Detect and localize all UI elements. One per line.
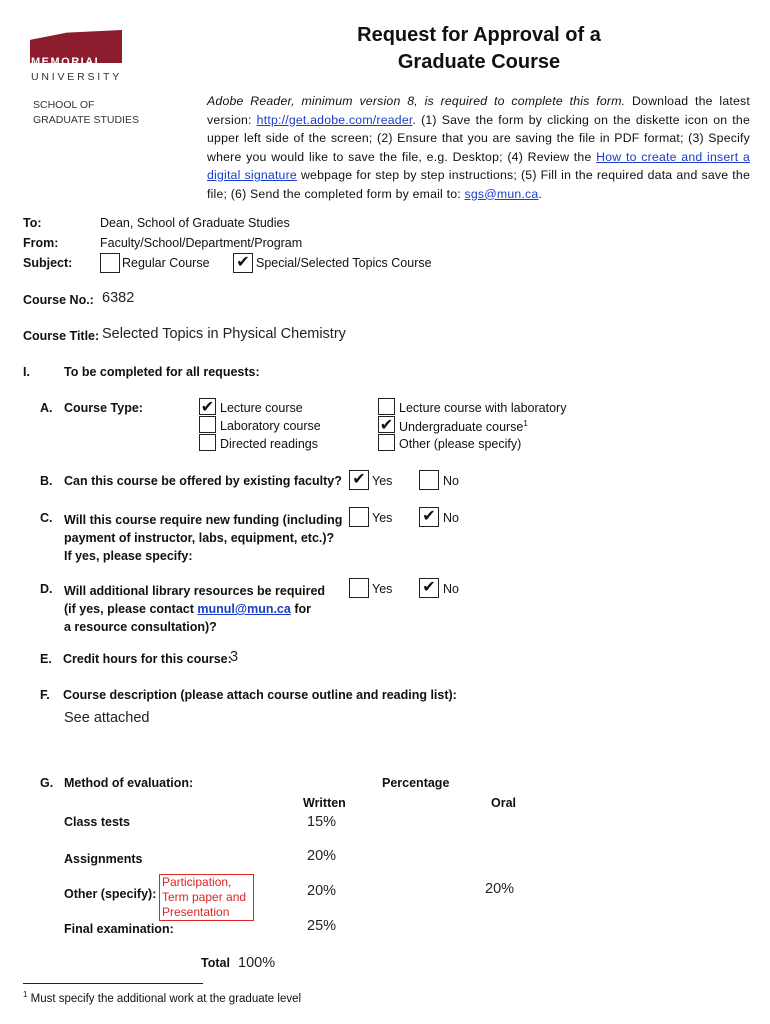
section-heading: To be completed for all requests: xyxy=(64,365,260,379)
course-type-label: Course Type: xyxy=(64,401,143,415)
question-d-no-checkbox[interactable]: ✔ xyxy=(419,578,439,598)
course-description-field[interactable]: See attached xyxy=(64,710,150,726)
class-tests-written-field[interactable]: 15% xyxy=(307,814,337,830)
question-e-letter: E. xyxy=(40,652,52,666)
instructions-italic: Adobe Reader, minimum version 8, is required to complete this form. xyxy=(207,94,626,108)
special-topics-label: Special/Selected Topics Course xyxy=(256,256,432,270)
final-exam-label: Final examination: xyxy=(64,922,174,936)
lecture-with-lab-checkbox[interactable] xyxy=(378,398,395,415)
question-d-no-label: No xyxy=(443,582,459,596)
percentage-header: Percentage xyxy=(382,776,450,790)
course-no-field[interactable]: 6382 xyxy=(102,290,135,306)
final-exam-written-field[interactable]: 25% xyxy=(307,918,337,934)
question-d-yes-checkbox[interactable] xyxy=(349,578,369,598)
other-written-field[interactable]: 20% xyxy=(307,883,337,899)
lecture-course-label: Lecture course xyxy=(220,401,303,415)
written-header: Written xyxy=(303,796,346,810)
regular-course-checkbox[interactable] xyxy=(100,253,120,273)
question-b-yes-checkbox[interactable]: ✔ xyxy=(349,470,369,490)
sgs-email-link[interactable]: sgs@mun.ca xyxy=(464,186,539,201)
laboratory-course-checkbox[interactable] xyxy=(199,416,216,433)
logo-unit-line1: SCHOOL OF xyxy=(33,99,95,111)
instructions xyxy=(207,92,750,203)
undergraduate-course-label xyxy=(399,419,528,434)
to-label: To: xyxy=(23,216,42,230)
question-d-letter: D. xyxy=(40,582,53,596)
from-value: Faculty/School/Department/Program xyxy=(100,236,303,250)
digital-signature-link[interactable]: How to create and insert a digital signature xyxy=(207,149,750,182)
footnote-divider xyxy=(23,983,203,984)
question-d-line2 xyxy=(64,600,325,618)
credit-hours-field[interactable]: 3 xyxy=(230,649,239,665)
instructions-text2: . (1) Save the form by clicking on the diskette icon on the upper left side of the screen; (2) Ensure that you are saving the file in PDF format; (3) Specify where you would like to save the file, e.g. Desktop; (4) Review the xyxy=(207,112,750,164)
instructions-text4: . xyxy=(538,186,543,201)
question-d-line2a: (if yes, please contact xyxy=(64,602,198,616)
question-c-letter: C. xyxy=(40,511,53,525)
question-c-line1: Will this course require new funding (including xyxy=(64,513,343,527)
adobe-reader-link[interactable]: http://get.adobe.com/reader xyxy=(256,112,413,127)
undergraduate-course-checkbox[interactable]: ✔ xyxy=(379,415,394,434)
laboratory-course-label: Laboratory course xyxy=(220,419,321,433)
oral-header: Oral xyxy=(491,796,517,810)
question-c-yes-label: Yes xyxy=(372,511,393,525)
question-b-no-label: No xyxy=(443,474,459,488)
special-topics-checkbox[interactable]: ✔ xyxy=(233,253,253,273)
question-c-line2: payment of instructor, labs, equipment, etc.)? xyxy=(64,531,335,545)
course-no-label: Course No.: xyxy=(23,293,94,307)
credit-hours-label: Credit hours for this course: xyxy=(63,652,232,666)
total-field[interactable]: 100% xyxy=(238,955,276,971)
question-c-no-checkbox[interactable]: ✔ xyxy=(419,507,439,527)
subject-label: Subject: xyxy=(23,256,73,270)
other-evaluation-label: Other (specify): xyxy=(64,887,157,901)
lecture-with-lab-label: Lecture course with laboratory xyxy=(399,401,567,415)
class-tests-label: Class tests xyxy=(64,815,131,829)
other-specify-label: Other (please specify) xyxy=(399,437,522,451)
footnote-ref: 1 xyxy=(523,419,528,428)
question-b-letter: B. xyxy=(40,474,53,488)
other-specify-checkbox[interactable] xyxy=(378,434,395,451)
course-title-field[interactable]: Selected Topics in Physical Chemistry xyxy=(102,326,346,342)
total-label: Total xyxy=(201,956,230,970)
course-title-label: Course Title: xyxy=(23,329,100,343)
question-d-text xyxy=(64,582,325,636)
regular-course-label: Regular Course xyxy=(122,256,210,270)
question-b-yes-label: Yes xyxy=(372,474,393,488)
page-title xyxy=(300,22,658,76)
logo-name-top: MEMORIAL xyxy=(31,56,103,68)
question-c-line3: If yes, please specify: xyxy=(64,549,193,563)
footnote-number: 1 xyxy=(23,990,28,999)
logo-name-bottom: UNIVERSITY xyxy=(31,71,123,83)
directed-readings-checkbox[interactable] xyxy=(199,434,216,451)
question-f-letter: F. xyxy=(40,688,50,702)
question-c-yes-checkbox[interactable] xyxy=(349,507,369,527)
logo-unit-line2: GRADUATE STUDIES xyxy=(33,114,139,126)
question-c-text xyxy=(64,511,342,565)
question-b-text: Can this course be offered by existing faculty? xyxy=(64,474,342,488)
question-b-no-checkbox[interactable] xyxy=(419,470,439,490)
lecture-course-checkbox[interactable]: ✔ xyxy=(200,397,215,416)
from-label: From: xyxy=(23,236,59,250)
question-d-yes-label: Yes xyxy=(372,582,393,596)
section-number: I. xyxy=(23,365,30,379)
method-evaluation-label: Method of evaluation: xyxy=(64,776,194,790)
question-c-no-label: No xyxy=(443,511,459,525)
title-line1: Request for Approval of a xyxy=(357,24,601,46)
to-value: Dean, School of Graduate Studies xyxy=(100,216,290,230)
undergraduate-course-text: Undergraduate course xyxy=(399,420,524,435)
assignments-label: Assignments xyxy=(64,852,143,866)
course-description-label: Course description (please attach course outline and reading list): xyxy=(63,688,457,702)
footnote-text: Must specify the additional work at the graduate level xyxy=(27,992,302,1005)
instructions-text1: Download the latest version: xyxy=(207,94,750,127)
other-oral-field[interactable]: 20% xyxy=(485,881,515,897)
question-d-line3: a resource consultation)? xyxy=(64,620,217,634)
question-d-line1: Will additional library resources be required xyxy=(64,584,326,598)
munul-email-link[interactable]: munul@mun.ca xyxy=(197,602,291,616)
question-d-line2b: for xyxy=(290,602,311,616)
title-line2: Graduate Course xyxy=(397,51,561,73)
other-specify-field[interactable]: Participation, Term paper and Presentation xyxy=(159,874,254,921)
assignments-written-field[interactable]: 20% xyxy=(307,848,337,864)
directed-readings-label: Directed readings xyxy=(220,437,318,451)
instructions-text3: webpage for step by step instructions; (5) Fill in the required data and save the file; (6) Send the completed form by email to: xyxy=(207,168,750,201)
footnote xyxy=(23,990,301,1005)
course-type-letter: A. xyxy=(40,401,53,415)
question-g-letter: G. xyxy=(40,776,54,790)
